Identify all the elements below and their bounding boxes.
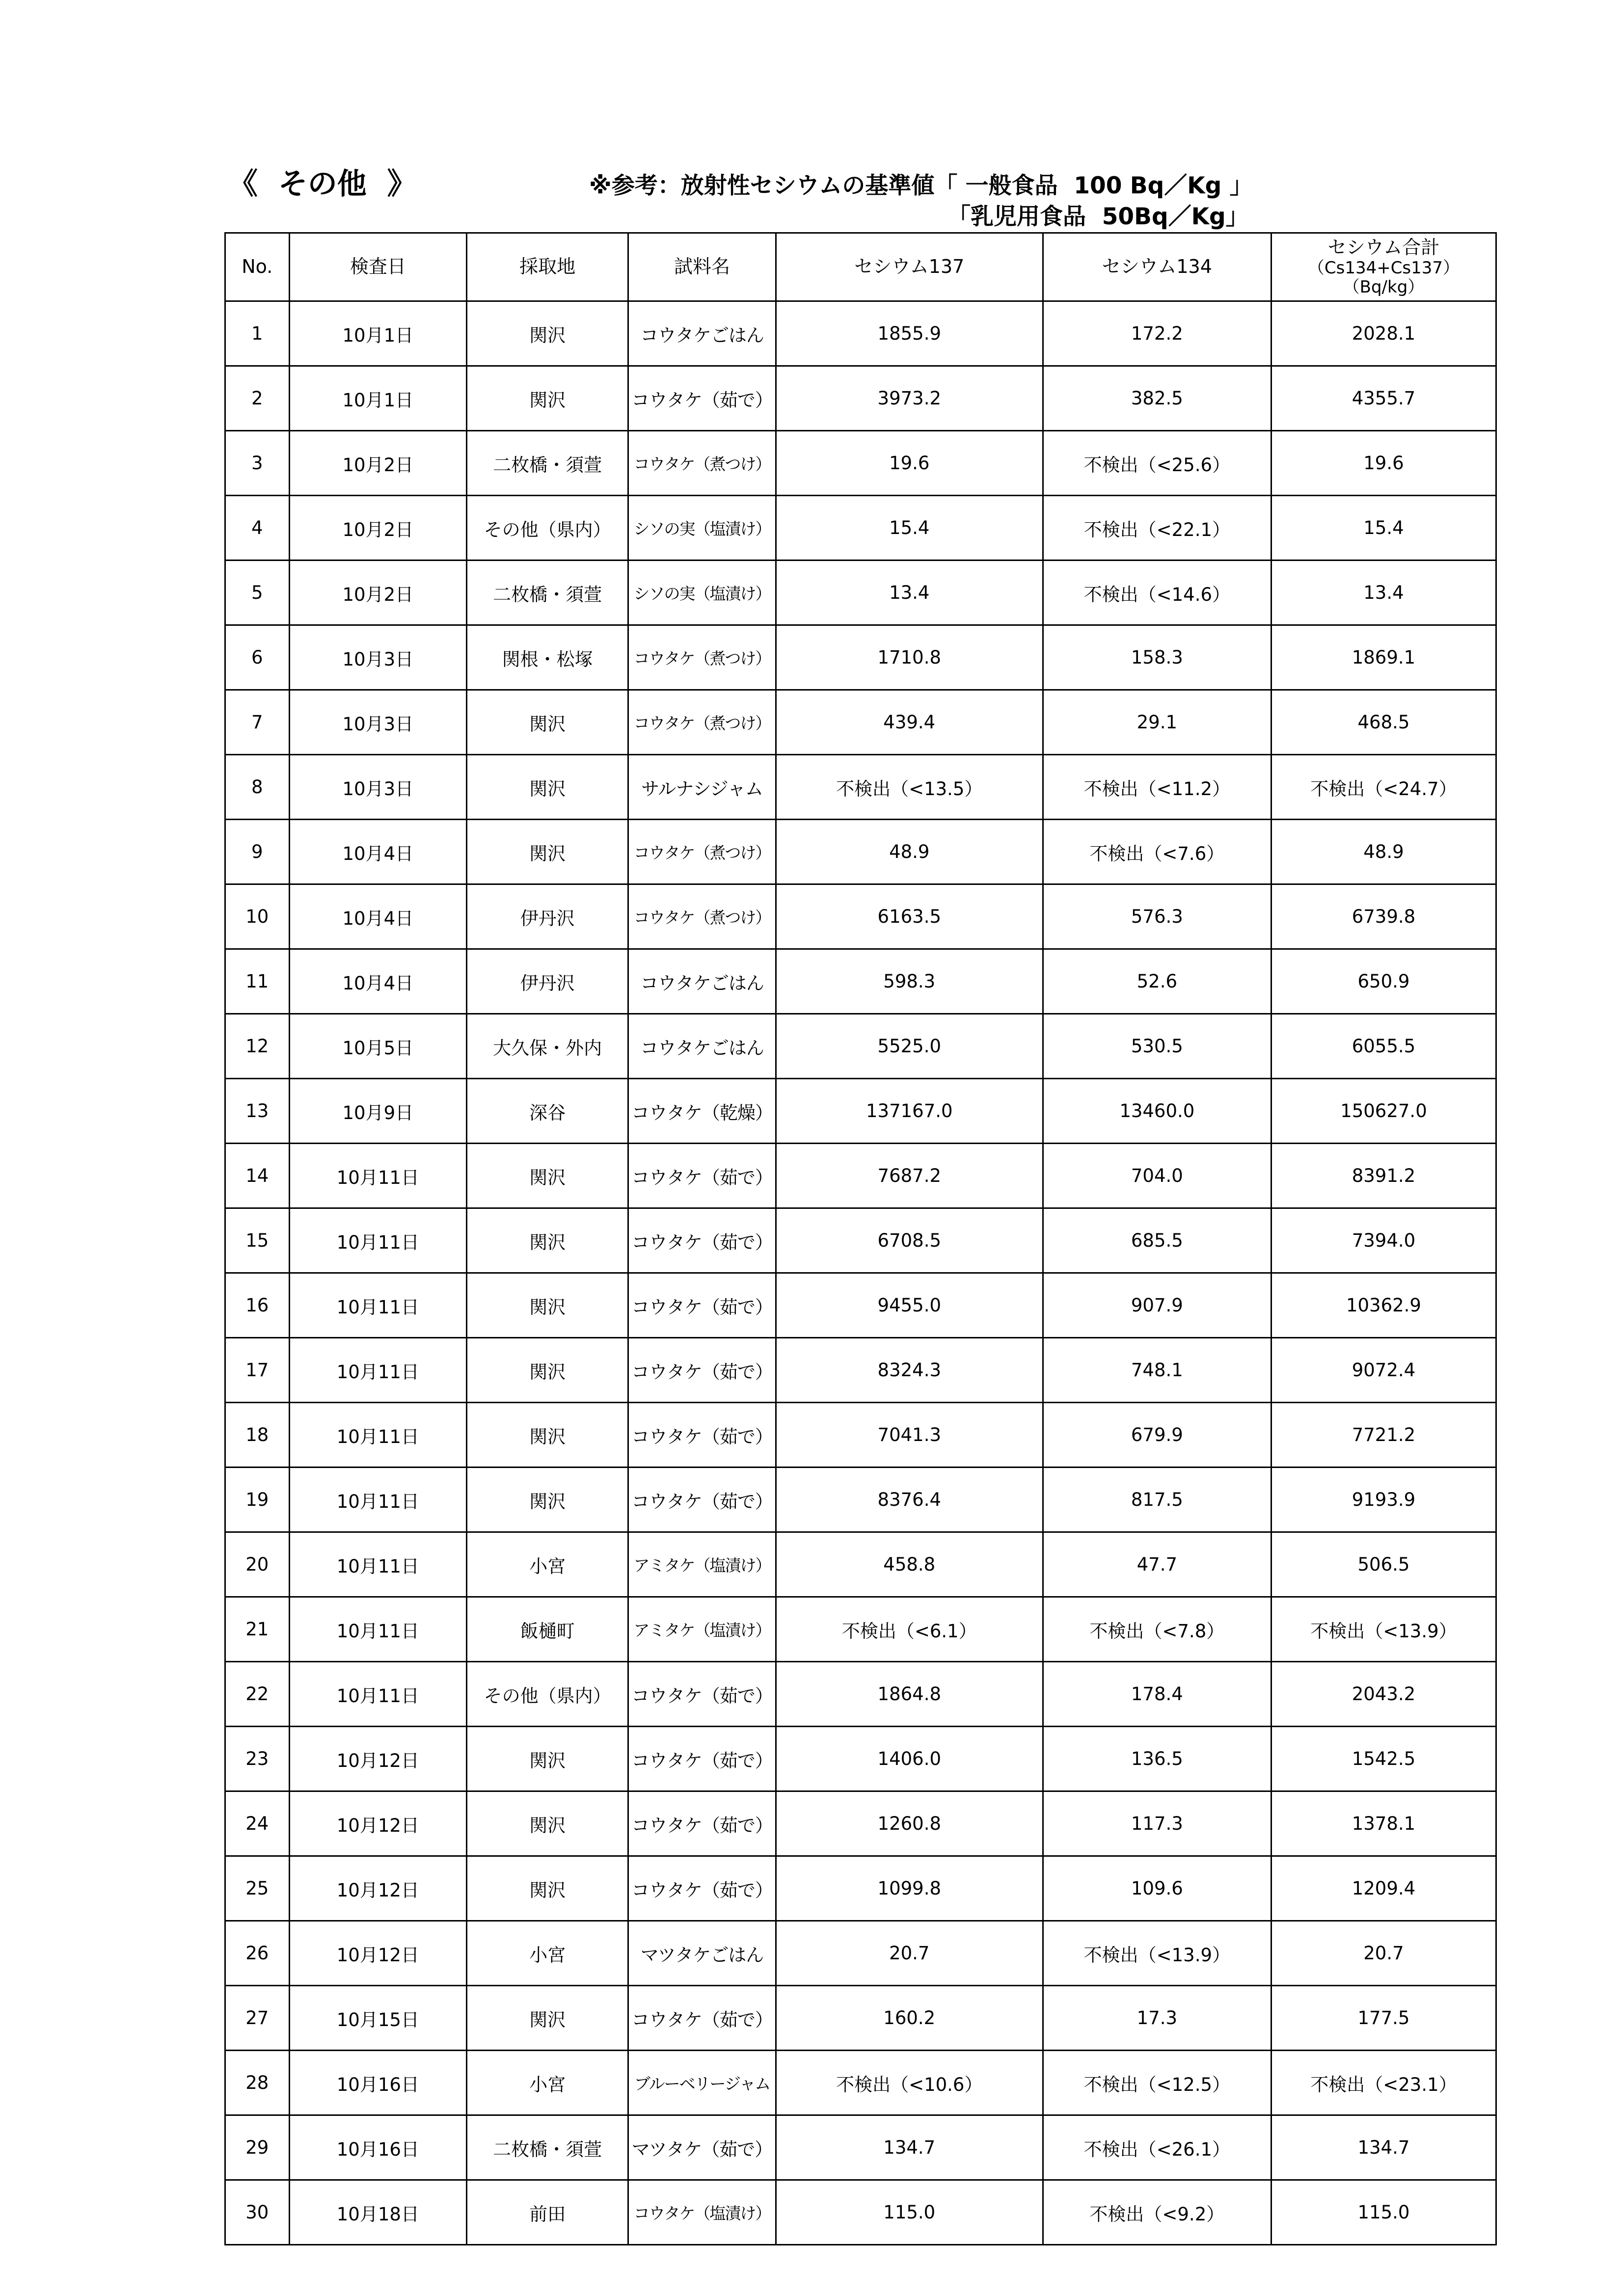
cell-date: 10月12日 [289, 1727, 466, 1791]
table-row [225, 1338, 1496, 1403]
cell-sample: コウタケ（茹で） [628, 366, 776, 431]
cell-location: 小宮 [467, 1532, 628, 1597]
cell-no: 3 [225, 431, 290, 496]
cell-cs137: 1864.8 [776, 1662, 1043, 1727]
cell-date: 10月3日 [289, 625, 466, 690]
cell-sample: コウタケ（茹で） [628, 1403, 776, 1468]
cell-date: 10月16日 [289, 2115, 466, 2180]
cell-cs137: 15.4 [776, 496, 1043, 561]
table-row [225, 431, 1496, 496]
cell-date: 10月11日 [289, 1144, 466, 1208]
cell-cs137: 48.9 [776, 820, 1043, 884]
cell-sample: マツタケごはん [628, 1921, 776, 1986]
table-row [225, 1079, 1496, 1144]
header-total-formula: （Cs134+Cs137） [1307, 258, 1460, 278]
cell-sample: アミタケ（塩漬け） [628, 1597, 776, 1662]
cell-sample: コウタケ（煮つけ） [628, 690, 776, 755]
cell-date: 10月12日 [289, 1791, 466, 1856]
cell-sample: コウタケ（茹で） [628, 1856, 776, 1921]
cell-sample: コウタケ（塩漬け） [628, 2180, 776, 2245]
table-row [225, 1468, 1496, 1532]
cell-location: 関沢 [467, 301, 628, 366]
reference-note-infant: 「乳児用食品 50Bq／Kg」 [947, 203, 1249, 230]
cell-cs134: 679.9 [1043, 1403, 1271, 1468]
cell-sample: コウタケ（煮つけ） [628, 884, 776, 949]
cell-date: 10月12日 [289, 1856, 466, 1921]
cell-location: 関沢 [467, 1727, 628, 1791]
cell-cs137: 不検出（<10.6） [776, 2051, 1043, 2115]
cell-location: 関沢 [467, 1338, 628, 1403]
cell-sample: シソの実（塩漬け） [628, 496, 776, 561]
cell-sample: コウタケごはん [628, 1014, 776, 1079]
cell-cs137: 13.4 [776, 561, 1043, 625]
cell-location: 関根・松塚 [467, 625, 628, 690]
cell-date: 10月11日 [289, 1338, 466, 1403]
cell-no: 14 [225, 1144, 290, 1208]
table-row [225, 1727, 1496, 1791]
cell-total: 9193.9 [1271, 1468, 1496, 1532]
cell-location: 関沢 [467, 1273, 628, 1338]
cell-location: 大久保・外内 [467, 1014, 628, 1079]
cell-location: 小宮 [467, 2051, 628, 2115]
cell-cs137: 3973.2 [776, 366, 1043, 431]
cell-total: 不検出（<13.9） [1271, 1597, 1496, 1662]
cell-location: その他（県内） [467, 496, 628, 561]
cell-no: 8 [225, 755, 290, 820]
cell-cs137: 598.3 [776, 949, 1043, 1014]
cell-cs137: 19.6 [776, 431, 1043, 496]
cell-date: 10月12日 [289, 1921, 466, 1986]
cell-cs137: 458.8 [776, 1532, 1043, 1597]
cell-location: その他（県内） [467, 1662, 628, 1727]
cell-no: 5 [225, 561, 290, 625]
table-row [225, 1273, 1496, 1338]
cell-cs134: 不検出（<22.1） [1043, 496, 1271, 561]
cell-sample: マツタケ（茹で） [628, 2115, 776, 2180]
table-row [225, 1791, 1496, 1856]
cell-total: 1542.5 [1271, 1727, 1496, 1791]
cell-cs134: 不検出（<7.8） [1043, 1597, 1271, 1662]
cell-total: 2043.2 [1271, 1662, 1496, 1727]
cell-cs137: 8376.4 [776, 1468, 1043, 1532]
cell-no: 16 [225, 1273, 290, 1338]
cell-cs137: 5525.0 [776, 1014, 1043, 1079]
cell-cs134: 172.2 [1043, 301, 1271, 366]
cell-location: 関沢 [467, 1144, 628, 1208]
cell-cs137: 9455.0 [776, 1273, 1043, 1338]
cell-date: 10月2日 [289, 561, 466, 625]
cell-cs137: 1710.8 [776, 625, 1043, 690]
cell-cs134: 748.1 [1043, 1338, 1271, 1403]
cell-total: 650.9 [1271, 949, 1496, 1014]
cell-date: 10月11日 [289, 1403, 466, 1468]
cell-cs134: 136.5 [1043, 1727, 1271, 1791]
cell-no: 12 [225, 1014, 290, 1079]
cell-cs134: 不検出（<13.9） [1043, 1921, 1271, 1986]
table-row [225, 2115, 1496, 2180]
cell-total: 1378.1 [1271, 1791, 1496, 1856]
cell-no: 22 [225, 1662, 290, 1727]
cell-cs137: 160.2 [776, 1986, 1043, 2051]
cell-date: 10月16日 [289, 2051, 466, 2115]
cell-no: 11 [225, 949, 290, 1014]
table-row [225, 884, 1496, 949]
cell-cs134: 52.6 [1043, 949, 1271, 1014]
cell-sample: ブルーベリージャム [628, 2051, 776, 2115]
cell-cs137: 6163.5 [776, 884, 1043, 949]
cell-total: 6055.5 [1271, 1014, 1496, 1079]
cell-sample: シソの実（塩漬け） [628, 561, 776, 625]
cell-date: 10月3日 [289, 690, 466, 755]
table-row [225, 366, 1496, 431]
cell-total: 不検出（<24.7） [1271, 755, 1496, 820]
table-body [225, 301, 1496, 2245]
cell-total: 4355.7 [1271, 366, 1496, 431]
cell-cs134: 576.3 [1043, 884, 1271, 949]
cell-date: 10月4日 [289, 820, 466, 884]
cell-cs134: 704.0 [1043, 1144, 1271, 1208]
cell-location: 前田 [467, 2180, 628, 2245]
cell-no: 20 [225, 1532, 290, 1597]
cell-date: 10月11日 [289, 1208, 466, 1273]
cell-sample: コウタケ（茹で） [628, 1662, 776, 1727]
cell-no: 19 [225, 1468, 290, 1532]
cell-total: 134.7 [1271, 2115, 1496, 2180]
cell-location: 関沢 [467, 1791, 628, 1856]
cell-location: 関沢 [467, 1468, 628, 1532]
table-header-row [225, 233, 1496, 301]
cell-no: 10 [225, 884, 290, 949]
cell-cs134: 178.4 [1043, 1662, 1271, 1727]
cell-total: 19.6 [1271, 431, 1496, 496]
cell-sample: コウタケ（茹で） [628, 1468, 776, 1532]
cell-date: 10月5日 [289, 1014, 466, 1079]
cell-no: 24 [225, 1791, 290, 1856]
cell-cs137: 6708.5 [776, 1208, 1043, 1273]
cell-location: 飯樋町 [467, 1597, 628, 1662]
cell-cs137: 不検出（<13.5） [776, 755, 1043, 820]
cell-total: 7394.0 [1271, 1208, 1496, 1273]
cell-total: 506.5 [1271, 1532, 1496, 1597]
cell-cs134: 109.6 [1043, 1856, 1271, 1921]
cell-total: 1209.4 [1271, 1856, 1496, 1921]
cell-cs137: 不検出（<6.1） [776, 1597, 1043, 1662]
cell-cs137: 439.4 [776, 690, 1043, 755]
cell-cs134: 不検出（<7.6） [1043, 820, 1271, 884]
cell-location: 関沢 [467, 1986, 628, 2051]
cell-no: 13 [225, 1079, 290, 1144]
cell-cs134: 907.9 [1043, 1273, 1271, 1338]
cell-cs137: 115.0 [776, 2180, 1043, 2245]
cell-cs134: 158.3 [1043, 625, 1271, 690]
header-location: 採取地 [467, 233, 628, 301]
cell-no: 30 [225, 2180, 290, 2245]
cell-sample: コウタケ（煮つけ） [628, 820, 776, 884]
reference-note-general: ※参考：放射性セシウムの基準値「 一般食品 100 Bq／Kg 」 [589, 172, 1253, 199]
cell-no: 9 [225, 820, 290, 884]
table-row [225, 1597, 1496, 1662]
cell-sample: アミタケ（塩漬け） [628, 1532, 776, 1597]
cell-total: 8391.2 [1271, 1144, 1496, 1208]
cell-total: 150627.0 [1271, 1079, 1496, 1144]
cell-location: 小宮 [467, 1921, 628, 1986]
header-no: No. [225, 233, 290, 301]
table-row [225, 1208, 1496, 1273]
cell-sample: コウタケ（茹で） [628, 1791, 776, 1856]
cell-no: 23 [225, 1727, 290, 1791]
table-row [225, 1986, 1496, 2051]
cell-cs134: 17.3 [1043, 1986, 1271, 2051]
cell-no: 28 [225, 2051, 290, 2115]
cell-cs134: 530.5 [1043, 1014, 1271, 1079]
cell-location: 二枚橋・須萱 [467, 2115, 628, 2180]
cell-no: 21 [225, 1597, 290, 1662]
cell-no: 18 [225, 1403, 290, 1468]
cell-date: 10月1日 [289, 366, 466, 431]
cell-cs134: 不検出（<14.6） [1043, 561, 1271, 625]
cell-total: 468.5 [1271, 690, 1496, 755]
cell-location: 深谷 [467, 1079, 628, 1144]
cell-date: 10月3日 [289, 755, 466, 820]
cell-cs137: 1406.0 [776, 1727, 1043, 1791]
cell-date: 10月11日 [289, 1662, 466, 1727]
cell-sample: コウタケごはん [628, 301, 776, 366]
table-row [225, 1014, 1496, 1079]
cell-location: 伊丹沢 [467, 884, 628, 949]
cell-location: 関沢 [467, 820, 628, 884]
header-date: 検査日 [289, 233, 466, 301]
cell-total: 177.5 [1271, 1986, 1496, 2051]
table-row [225, 1856, 1496, 1921]
table-row [225, 690, 1496, 755]
cell-sample: コウタケ（乾燥） [628, 1079, 776, 1144]
cell-total: 10362.9 [1271, 1273, 1496, 1338]
cell-cs137: 20.7 [776, 1921, 1043, 1986]
cell-cs134: 不検出（<26.1） [1043, 2115, 1271, 2180]
cell-sample: サルナシジャム [628, 755, 776, 820]
table-row [225, 1403, 1496, 1468]
table-row [225, 2180, 1496, 2245]
table-row [225, 1144, 1496, 1208]
cell-date: 10月2日 [289, 496, 466, 561]
header-cs134: セシウム134 [1043, 233, 1271, 301]
cell-cs137: 7687.2 [776, 1144, 1043, 1208]
cell-sample: コウタケごはん [628, 949, 776, 1014]
cell-cs134: 不検出（<9.2） [1043, 2180, 1271, 2245]
cell-total: 7721.2 [1271, 1403, 1496, 1468]
cell-cs134: 817.5 [1043, 1468, 1271, 1532]
cesium-results-table [224, 232, 1497, 2245]
table-row [225, 561, 1496, 625]
cell-location: 関沢 [467, 755, 628, 820]
cell-total: 15.4 [1271, 496, 1496, 561]
cell-cs134: 不検出（<11.2） [1043, 755, 1271, 820]
cell-location: 関沢 [467, 1208, 628, 1273]
cell-location: 二枚橋・須萱 [467, 561, 628, 625]
cell-total: 不検出（<23.1） [1271, 2051, 1496, 2115]
cell-cs134: 382.5 [1043, 366, 1271, 431]
table-row [225, 301, 1496, 366]
cell-sample: コウタケ（煮つけ） [628, 625, 776, 690]
cell-cs137: 134.7 [776, 2115, 1043, 2180]
cell-cs134: 47.7 [1043, 1532, 1271, 1597]
cell-cs134: 29.1 [1043, 690, 1271, 755]
cell-sample: コウタケ（茹で） [628, 1144, 776, 1208]
cell-total: 13.4 [1271, 561, 1496, 625]
cell-date: 10月11日 [289, 1273, 466, 1338]
table-row [225, 820, 1496, 884]
cell-sample: コウタケ（茹で） [628, 1273, 776, 1338]
cell-no: 1 [225, 301, 290, 366]
cell-no: 2 [225, 366, 290, 431]
cell-total: 1869.1 [1271, 625, 1496, 690]
header-total-unit: （Bq/kg） [1343, 277, 1425, 297]
cell-location: 関沢 [467, 1856, 628, 1921]
cell-no: 25 [225, 1856, 290, 1921]
cell-cs134: 685.5 [1043, 1208, 1271, 1273]
cell-cs134: 不検出（<12.5） [1043, 2051, 1271, 2115]
cell-date: 10月11日 [289, 1597, 466, 1662]
cell-total: 2028.1 [1271, 301, 1496, 366]
cell-date: 10月1日 [289, 301, 466, 366]
table-row [225, 1921, 1496, 1986]
cell-date: 10月4日 [289, 884, 466, 949]
cell-date: 10月4日 [289, 949, 466, 1014]
table-row [225, 1662, 1496, 1727]
cell-cs137: 137167.0 [776, 1079, 1043, 1144]
cell-cs134: 不検出（<25.6） [1043, 431, 1271, 496]
header-sample: 試料名 [628, 233, 776, 301]
cell-sample: コウタケ（茹で） [628, 1727, 776, 1791]
cell-no: 17 [225, 1338, 290, 1403]
cell-cs137: 1260.8 [776, 1791, 1043, 1856]
cell-no: 6 [225, 625, 290, 690]
cell-date: 10月18日 [289, 2180, 466, 2245]
header-total-title: セシウム合計 [1327, 237, 1440, 259]
cell-date: 10月2日 [289, 431, 466, 496]
cell-sample: コウタケ（茹で） [628, 1208, 776, 1273]
cell-location: 関沢 [467, 366, 628, 431]
cell-cs137: 1099.8 [776, 1856, 1043, 1921]
cell-no: 7 [225, 690, 290, 755]
cell-location: 伊丹沢 [467, 949, 628, 1014]
cell-total: 9072.4 [1271, 1338, 1496, 1403]
cell-cs134: 117.3 [1043, 1791, 1271, 1856]
cell-sample: コウタケ（茹で） [628, 1338, 776, 1403]
cell-location: 関沢 [467, 1403, 628, 1468]
cell-sample: コウタケ（茹で） [628, 1986, 776, 2051]
cell-total: 48.9 [1271, 820, 1496, 884]
cell-sample: コウタケ（煮つけ） [628, 431, 776, 496]
cell-cs137: 1855.9 [776, 301, 1043, 366]
cell-date: 10月15日 [289, 1986, 466, 2051]
cell-cs134: 13460.0 [1043, 1079, 1271, 1144]
header-cs137: セシウム137 [776, 233, 1043, 301]
cell-no: 4 [225, 496, 290, 561]
cell-no: 27 [225, 1986, 290, 2051]
table-row [225, 755, 1496, 820]
cell-location: 関沢 [467, 690, 628, 755]
cell-date: 10月11日 [289, 1468, 466, 1532]
cell-no: 15 [225, 1208, 290, 1273]
table-row [225, 949, 1496, 1014]
cell-date: 10月11日 [289, 1532, 466, 1597]
table-row [225, 1532, 1496, 1597]
table-row [225, 2051, 1496, 2115]
cell-total: 20.7 [1271, 1921, 1496, 1986]
cell-total: 6739.8 [1271, 884, 1496, 949]
cell-date: 10月9日 [289, 1079, 466, 1144]
cell-no: 26 [225, 1921, 290, 1986]
header-total [1271, 233, 1496, 301]
page-title: 《 その他 》 [228, 167, 417, 201]
cell-total: 115.0 [1271, 2180, 1496, 2245]
cell-cs137: 8324.3 [776, 1338, 1043, 1403]
table-row [225, 625, 1496, 690]
cell-location: 二枚橋・須萱 [467, 431, 628, 496]
cell-no: 29 [225, 2115, 290, 2180]
table-row [225, 496, 1496, 561]
cell-cs137: 7041.3 [776, 1403, 1043, 1468]
